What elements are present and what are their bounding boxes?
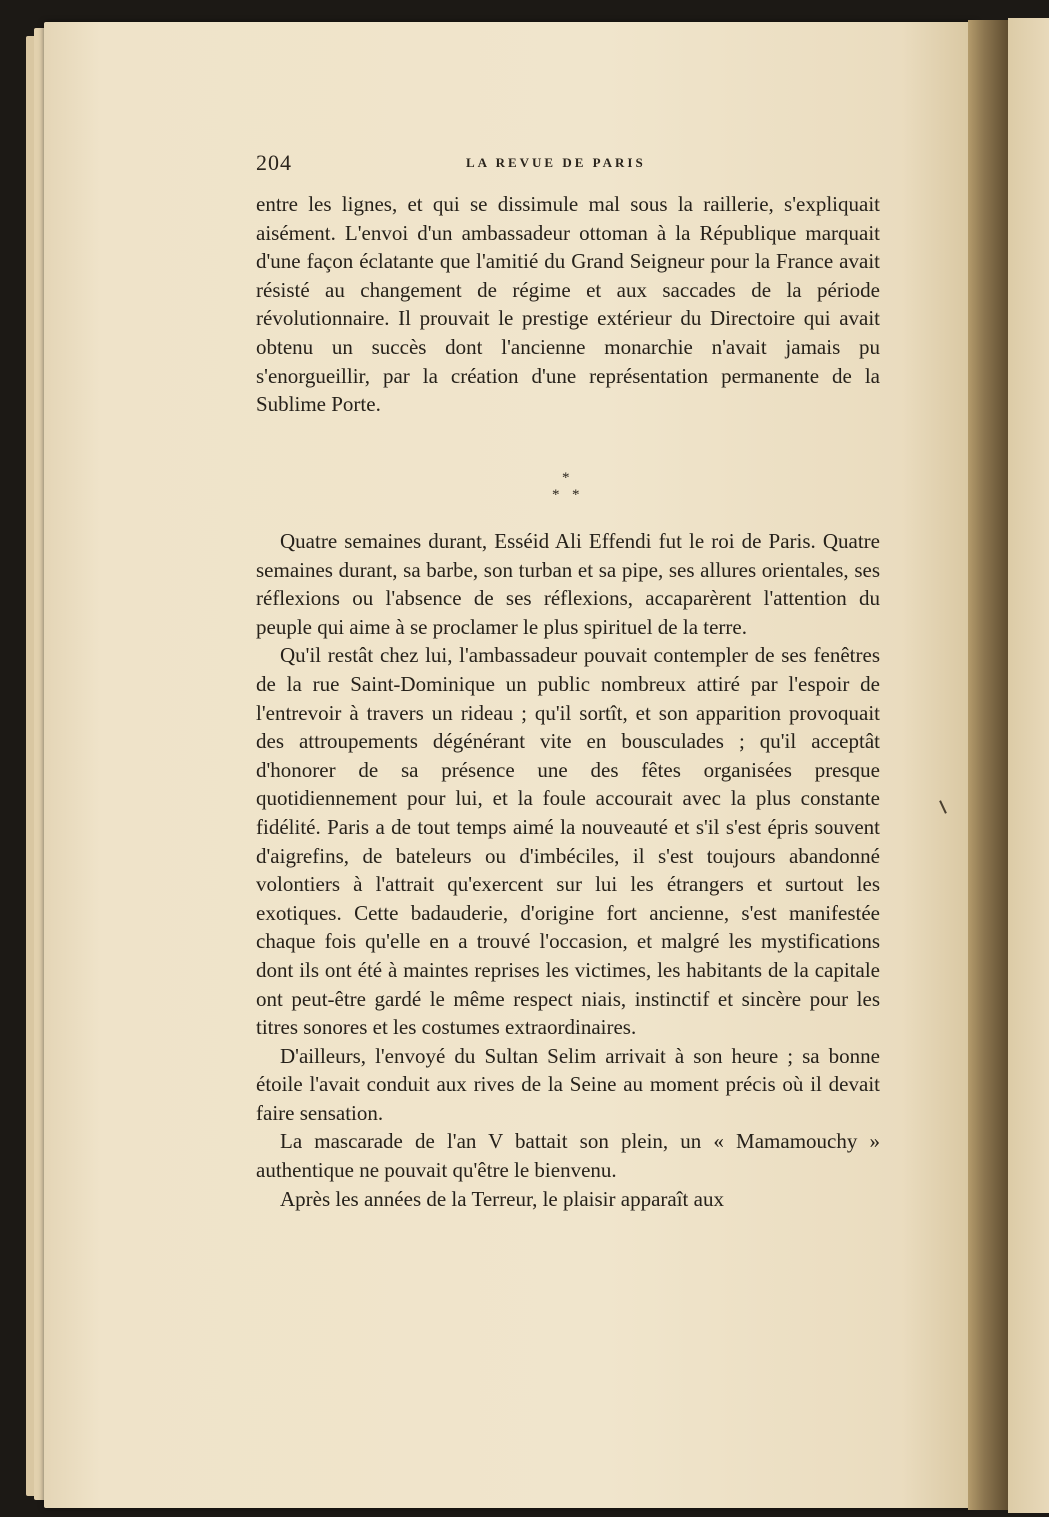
section-separator [540,470,600,510]
facing-page-edge [1008,18,1049,1513]
asterism-star: * [562,470,570,486]
paragraph: D'ailleurs, l'envoyé du Sultan Selim arrivait à son heure ; sa bonne étoile l'avait conduit aux rives de la Seine au moment précis où il devait faire sensation. [256,1043,880,1125]
paragraph: Qu'il restât chez lui, l'ambassadeur pouvait contempler de ses fenêtres de la rue Saint-Dominique un public nombreux attiré par l'espoir de l'entrevoir à travers un rideau ; qu'il sortît, et son apparition provoquait des attroupements dégénérant vite en bousculades ; qu'il acceptât d'honorer de sa présence une des fêtes organisées presque quotidiennement pour lui, et la foule accourait avec la plus constante fidélité. Paris a de tout temps aimé la nouveauté et s'il s'est épris souvent d'aigrefins, de bateleurs ou d'imbéciles, il s'est toujours abandonné volontiers à l'attrait qu'exercent sur lui les étrangers et surtout les exotiques. Cette badauderie, d'origine fort ancienne, s'est manifestée chaque fois qu'elle en a trouvé l'occasion, et malgré les mystifications dont ils ont été à maintes reprises les victimes, les habitants de la capitale ont peut-être gardé le même respect niais, instinctif et sincère pour les titres sonores et les costumes extraordinaires. [256,643,880,1040]
text-section-bottom [256,527,880,1213]
asterism-star: * [552,487,560,503]
page-number: 204 [256,150,292,175]
paragraph: Quatre semaines durant, Esséid Ali Effendi fut le roi de Paris. Quatre semaines durant, sa barbe, son turban et sa pipe, ses allures orientales, ses réflexions ou l'absence de ses réflexions, accaparèrent l'attention du peuple qui aime à se proclamer le plus spirituel de la terre. [256,529,880,639]
paragraph: Après les années de la Terreur, le plaisir apparaît aux [280,1186,724,1211]
asterism-star: * [572,487,580,503]
journal-title: LA REVUE DE PARIS [466,155,646,170]
text-section-top [256,190,880,419]
running-head [256,150,880,178]
paragraph: entre les lignes, et qui se dissimule mal sous la raillerie, s'expliquait aisément. L'envoi d'un ambassadeur ottoman à la République marquait d'une façon éclatante que l'amitié du Grand Seigneur pour la France avait résisté au changement de régime et aux saccades de la période révolutionnaire. Il prouvait le prestige extérieur du Directoire qui avait obtenu un succès dont l'ancienne monarchie n'avait jamais pu s'enorgueillir, par la création d'une représentation permanente de la Sublime Porte. [256,192,880,417]
paragraph: La mascarade de l'an V battait son plein, un « Mamamouchy » authentique ne pouvait qu'être le bienvenu. [256,1129,880,1183]
book-gutter [968,20,1008,1510]
